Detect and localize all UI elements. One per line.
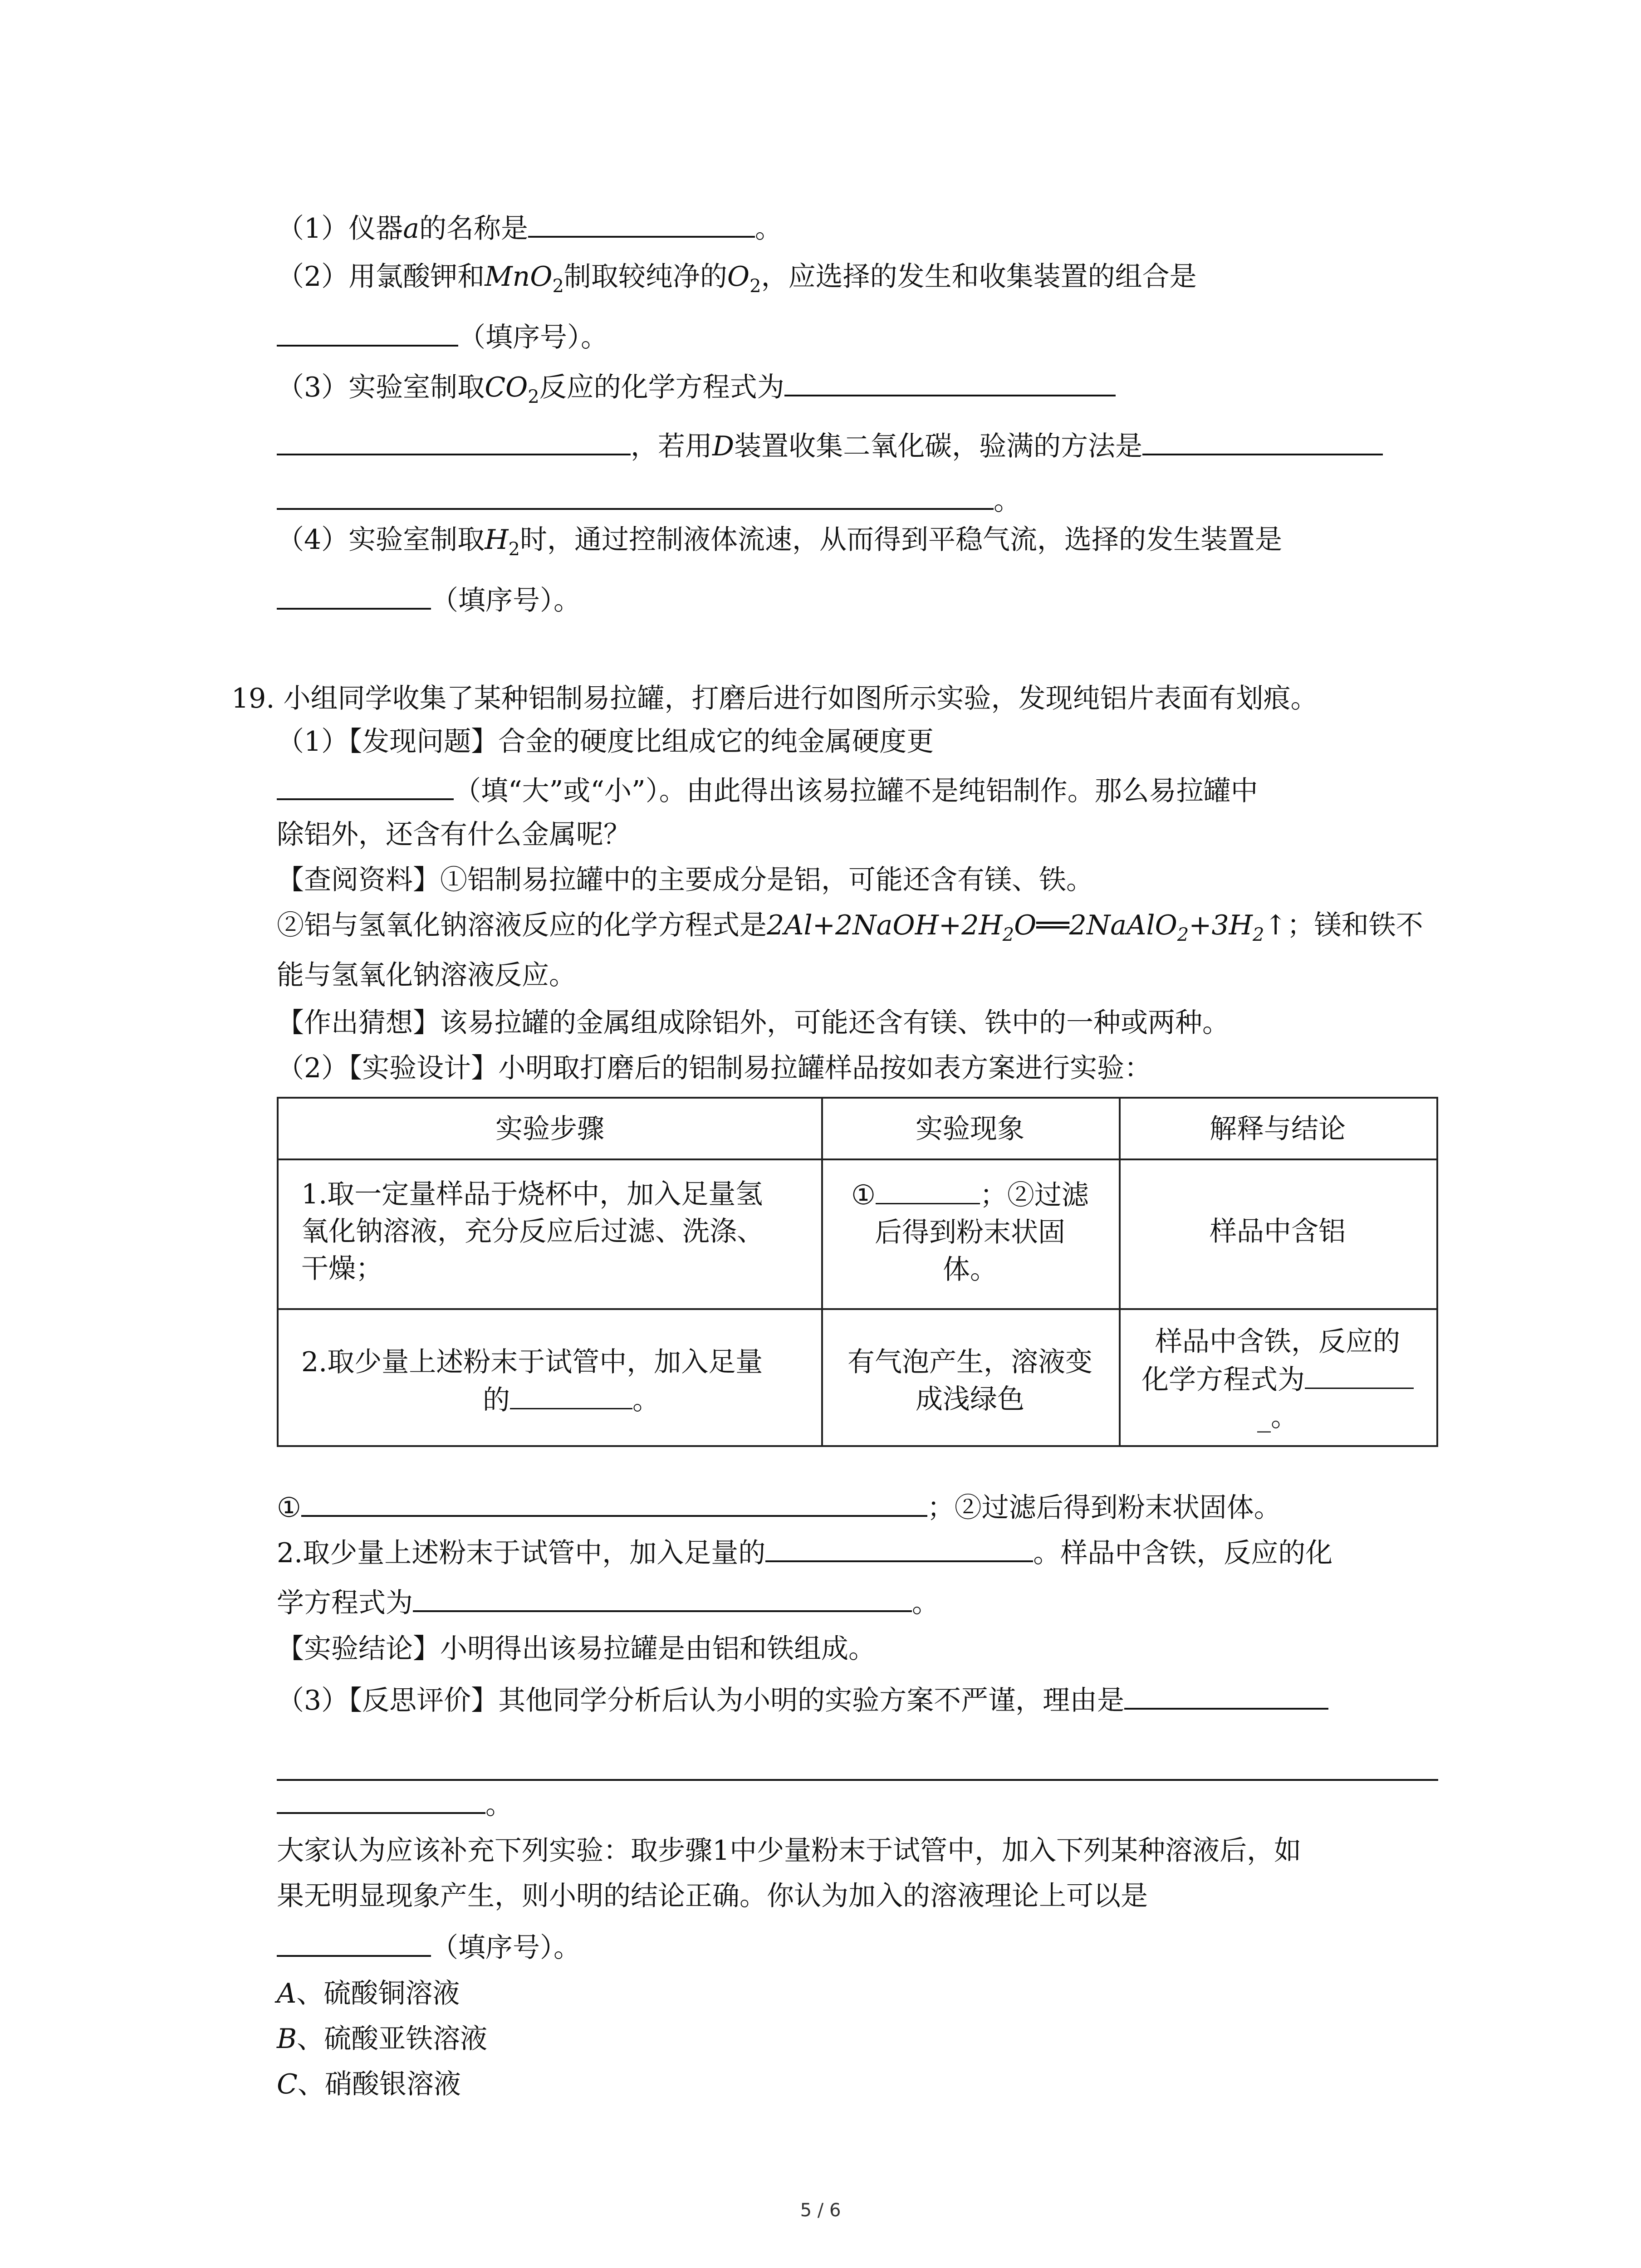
text: 学方程式为 bbox=[277, 1587, 413, 1619]
text: （填“大”或“小”）。由此得出该易拉罐不是纯铝制作。那么易拉罐中 bbox=[454, 775, 1258, 807]
text: 除铝外，还含有什么金属呢？ bbox=[277, 819, 631, 850]
table-divider bbox=[279, 1158, 1436, 1160]
text: ，应选择的发生和收集装置的组合是 bbox=[761, 261, 1197, 293]
text: 制取较纯净的 bbox=[563, 261, 727, 293]
q19-research3 bbox=[277, 957, 576, 993]
answer-blank[interactable] bbox=[301, 1488, 927, 1517]
table-cell-step2 bbox=[301, 1344, 763, 1419]
text: （1）仪器 bbox=[277, 213, 403, 244]
question-number: 19. bbox=[231, 683, 275, 714]
q19-answer1 bbox=[277, 1488, 1281, 1526]
q19-guess bbox=[277, 1005, 1230, 1041]
formula-h2: H bbox=[485, 524, 509, 556]
subscript: 2 bbox=[508, 539, 520, 560]
subscript: 2 bbox=[528, 386, 539, 407]
answer-blank[interactable] bbox=[277, 481, 994, 510]
q18-part4 bbox=[277, 522, 1282, 567]
answer-blank[interactable] bbox=[765, 1533, 1033, 1562]
text: 。样品中含铁，反应的化 bbox=[1033, 1537, 1333, 1569]
text: （填序号）。 bbox=[431, 1932, 581, 1964]
subscript: 2 bbox=[552, 276, 564, 297]
table-cell-phenomenon1 bbox=[821, 1176, 1119, 1288]
table-cell-conclusion2 bbox=[1119, 1323, 1436, 1436]
q18-part2 bbox=[277, 259, 1197, 304]
text: （2）用氯酸钾和 bbox=[277, 261, 485, 293]
q18-part3b bbox=[277, 426, 1383, 464]
option-a bbox=[277, 1975, 460, 2012]
equation bbox=[767, 909, 1287, 945]
text: ① bbox=[277, 1492, 301, 1524]
text: （1）【发现问题】合金的硬度比组成它的纯金属硬度更 bbox=[277, 726, 934, 758]
table-cell-conclusion1: 样品中含铝 bbox=[1210, 1216, 1346, 1247]
table-header: 实验步骤 bbox=[495, 1113, 604, 1145]
answer-blank[interactable] bbox=[528, 209, 755, 238]
text: ① bbox=[851, 1179, 876, 1211]
text: （填序号）。 bbox=[458, 322, 608, 353]
q19-answer3 bbox=[277, 1583, 939, 1621]
table-header: 解释与结论 bbox=[1210, 1113, 1346, 1145]
gas-arrow: ↑ bbox=[1264, 909, 1287, 941]
var-a: a bbox=[403, 213, 419, 244]
q19-part3-end bbox=[277, 1785, 513, 1823]
q19-answer2 bbox=[277, 1533, 1332, 1571]
text: 时，通过控制液体流速，从而得到平稳气流，选择的发生装置是 bbox=[519, 524, 1282, 556]
q18-part2-fill bbox=[277, 318, 608, 356]
text: 2.取少量上述粉末于试管中，加入足量的 bbox=[277, 1537, 766, 1569]
text: 成浅绿色 bbox=[916, 1383, 1024, 1415]
q18-part3c: 。 bbox=[277, 481, 1021, 519]
text: ；②过滤 bbox=[980, 1179, 1089, 1211]
q19-part1-cont bbox=[277, 816, 631, 853]
q18-part3 bbox=[277, 367, 1116, 415]
text: （3）【反思评价】其他同学分析后认为小明的实验方案不严谨，理由是 bbox=[277, 1685, 1125, 1716]
text: 反应的化学方程式为 bbox=[539, 371, 784, 403]
eq-part: +3H bbox=[1189, 909, 1253, 941]
text: 干燥； bbox=[301, 1253, 383, 1285]
option-c bbox=[277, 2066, 461, 2102]
text: 有气泡产生，溶液变 bbox=[847, 1346, 1092, 1378]
text: _。 bbox=[1257, 1401, 1298, 1433]
q19-part2 bbox=[277, 1050, 1151, 1086]
answer-blank[interactable] bbox=[510, 1381, 632, 1409]
text: （3）实验室制取 bbox=[277, 371, 485, 403]
text: 。 bbox=[912, 1587, 939, 1619]
answer-blank[interactable] bbox=[277, 771, 454, 800]
text: 体。 bbox=[943, 1254, 997, 1286]
q19-supplement1 bbox=[277, 1833, 1301, 1869]
answer-blank[interactable] bbox=[1305, 1360, 1414, 1389]
text: 、硫酸铜溶液 bbox=[296, 1978, 460, 2009]
text: ；②过滤后得到粉末状固体。 bbox=[927, 1492, 1281, 1524]
q19-part1-fill bbox=[277, 771, 1258, 809]
answer-blank[interactable] bbox=[1142, 426, 1383, 455]
eq-equals: ══ bbox=[1036, 909, 1069, 941]
q18-part1: （1）仪器a的名称是 。 bbox=[277, 209, 782, 247]
text: ，若用 bbox=[631, 430, 712, 462]
text: 【实验结论】小明得出该易拉罐是由铝和铁组成。 bbox=[277, 1633, 876, 1665]
answer-blank[interactable] bbox=[277, 426, 631, 455]
q18-part4-fill bbox=[277, 581, 581, 619]
answer-blank[interactable] bbox=[277, 1779, 1438, 1781]
subscript: 2 bbox=[749, 276, 761, 297]
subscript: 2 bbox=[1002, 924, 1014, 945]
option-b bbox=[277, 2021, 487, 2057]
answer-blank[interactable] bbox=[876, 1176, 980, 1204]
answer-blank[interactable] bbox=[277, 1928, 431, 1957]
text: 、硫酸亚铁溶液 bbox=[297, 2023, 488, 2055]
eq-part: +2NaOH+2H bbox=[812, 909, 1003, 941]
text: 【查阅资料】①铝制易拉罐中的主要成分是铝，可能还含有镁、铁。 bbox=[277, 864, 1093, 896]
text: 【作出猜想】该易拉罐的金属组成除铝外，可能还含有镁、铁中的一种或两种。 bbox=[277, 1007, 1230, 1039]
answer-blank[interactable] bbox=[413, 1583, 912, 1612]
text: 装置收集二氧化碳，验满的方法是 bbox=[734, 430, 1143, 462]
answer-blank[interactable] bbox=[784, 367, 1116, 396]
text: （4）实验室制取 bbox=[277, 524, 485, 556]
q19-research2 bbox=[277, 907, 1423, 953]
answer-blank[interactable] bbox=[277, 581, 431, 610]
text: 的名称是 bbox=[419, 213, 528, 244]
answer-blank[interactable] bbox=[1124, 1681, 1328, 1710]
q19-research1 bbox=[277, 862, 1093, 898]
option-letter: A bbox=[277, 1978, 297, 2009]
experiment-table bbox=[277, 1097, 1438, 1447]
eq-part: O bbox=[1014, 909, 1037, 941]
text: （2）【实验设计】小明取打磨后的铝制易拉罐样品按如表方案进行实验： bbox=[277, 1052, 1152, 1084]
eq-part: 2NaAlO bbox=[1069, 909, 1177, 941]
text: （填序号）。 bbox=[431, 585, 581, 616]
eq-part: 2Al bbox=[767, 909, 813, 941]
device-d: D bbox=[712, 430, 735, 462]
text: 能与氢氧化钠溶液反应。 bbox=[277, 959, 576, 991]
text: 、硝酸银溶液 bbox=[297, 2068, 461, 2100]
page-number: 5 / 6 bbox=[800, 2200, 841, 2221]
text: ②铝与氢氧化钠溶液反应的化学方程式是 bbox=[277, 909, 767, 941]
q19-conclusion bbox=[277, 1631, 876, 1667]
text: ；镁和铁不 bbox=[1287, 909, 1423, 941]
text: 小组同学收集了某种铝制易拉罐，打磨后进行如图所示实验，发现纯铝片表面有划痕。 bbox=[283, 683, 1318, 714]
option-letter: C bbox=[277, 2068, 298, 2100]
subscript: 2 bbox=[1253, 924, 1264, 945]
table-cell-phenomenon2 bbox=[821, 1344, 1119, 1418]
text: 1.取一定量样品于烧杯中，加入足量氢 bbox=[301, 1178, 763, 1210]
formula-mno2: MnO bbox=[485, 261, 553, 293]
text: 的 bbox=[483, 1384, 510, 1416]
answer-blank[interactable] bbox=[277, 318, 458, 347]
subscript: 2 bbox=[1177, 924, 1189, 945]
text: 。 bbox=[632, 1384, 660, 1416]
text: 后得到粉末状固 bbox=[875, 1217, 1065, 1248]
answer-blank[interactable] bbox=[277, 1785, 485, 1814]
table-cell-step1 bbox=[301, 1176, 764, 1287]
option-letter: B bbox=[277, 2023, 297, 2055]
text: 氧化钠溶液，充分反应后过滤、洗涤、 bbox=[301, 1216, 764, 1247]
formula-co2: CO bbox=[485, 371, 528, 403]
text: 大家认为应该补充下列实验：取步骤1中少量粉末于试管中，加入下列某种溶液后，如 bbox=[277, 1835, 1302, 1867]
text: 果无明显现象产生，则小明的结论正确。你认为加入的溶液理论上可以是 bbox=[277, 1880, 1148, 1912]
q19-supplement-fill bbox=[277, 1928, 581, 1966]
q19-part3 bbox=[277, 1681, 1328, 1719]
q19-part1 bbox=[277, 723, 934, 760]
table-divider bbox=[279, 1308, 1436, 1310]
q19-intro bbox=[231, 680, 1318, 717]
formula-o2: O bbox=[727, 261, 750, 293]
text: 样品中含铁，反应的 bbox=[1155, 1326, 1400, 1358]
text: 。 bbox=[485, 1789, 513, 1821]
q19-supplement2 bbox=[277, 1878, 1148, 1914]
table-header: 实验现象 bbox=[916, 1113, 1024, 1145]
text: 化学方程式为 bbox=[1141, 1364, 1305, 1396]
text: 2.取少量上述粉末于试管中，加入足量 bbox=[301, 1346, 763, 1378]
